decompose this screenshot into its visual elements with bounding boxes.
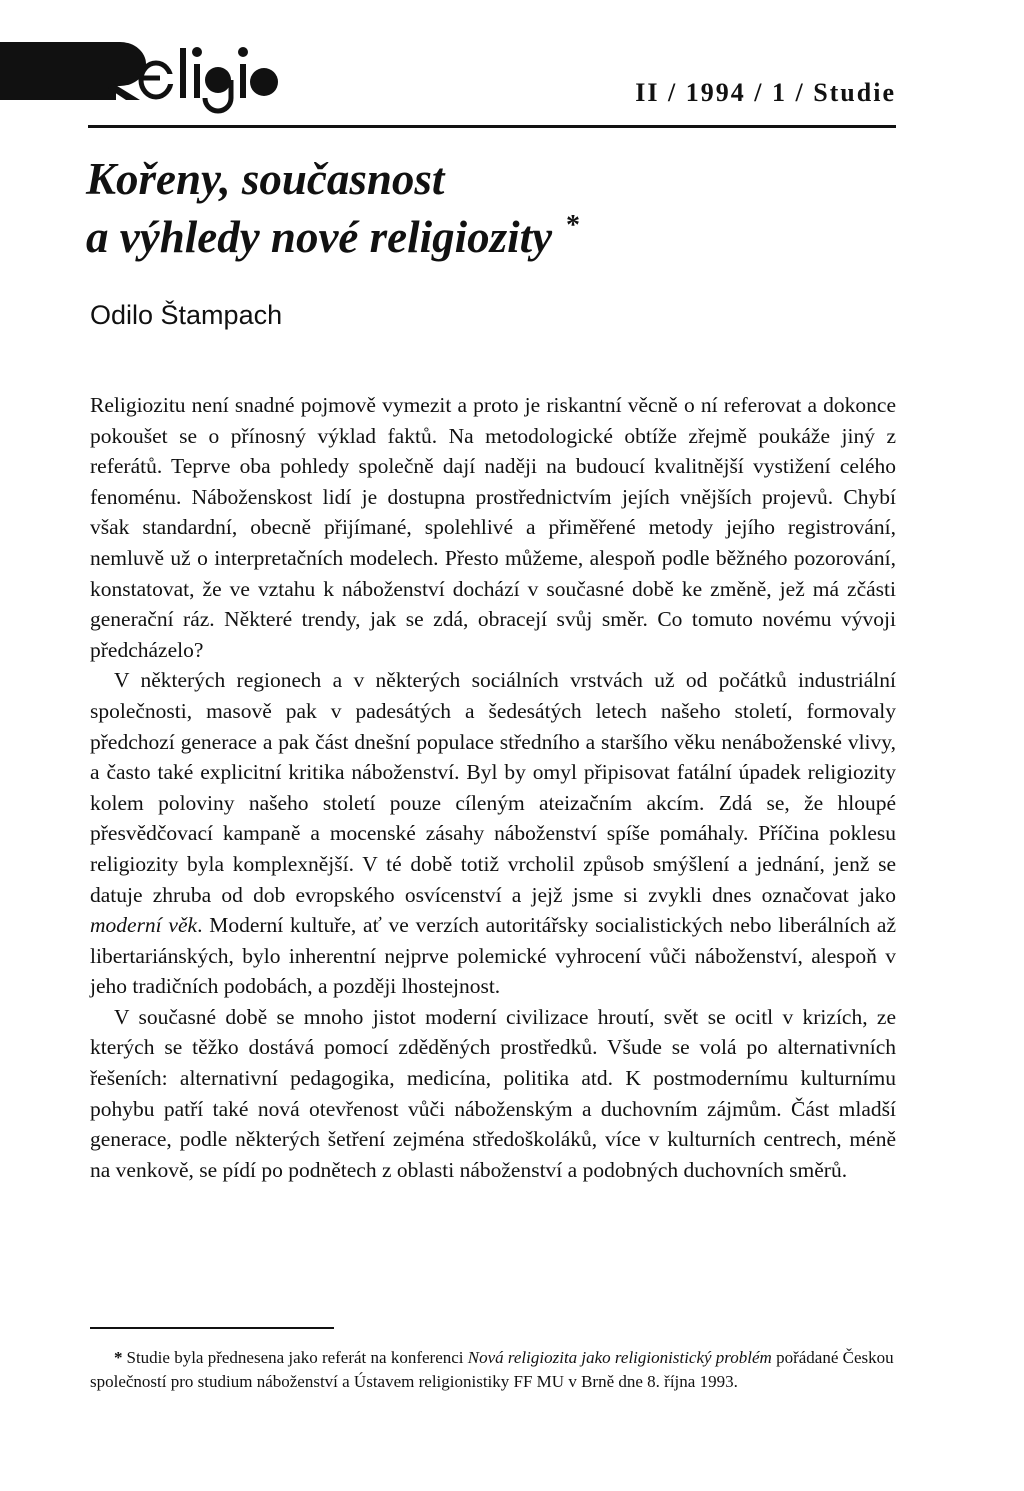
body-paragraph-2 xyxy=(90,665,896,1002)
title-footnote-marker: * xyxy=(566,210,580,241)
article-title xyxy=(86,150,552,266)
journal-logo xyxy=(0,40,300,124)
issue-label: II / 1994 / 1 / Studie xyxy=(635,78,896,107)
footnote-text-after: pořádané Českou společností pro studium náboženství a Ústavem religionistiky FF MU v Brně dne 8. října 1993. xyxy=(90,1348,894,1391)
title-line-2: a výhledy nové religiozity xyxy=(86,212,553,262)
paragraph-2-emphasis: moderní věk xyxy=(90,913,198,938)
paragraph-2-text-after: . Moderní kultuře, ať ve verzích autoritářsky socialistických nebo liberálních až libertariánských, bylo inherentní nejprve polemické vyhrocení vůči náboženství, alespoň v jeho tradičních podobách, a později lhostejnost. xyxy=(90,913,896,999)
body-paragraph-3: V současné době se mnoho jistot moderní civilizace hroutí, svět se ocitl v krizích, ze kterých se těžko dostává pomocí zděděných prostředků. Všude se volá po alternativních řešeních: alternativní pedagogika, medicína, politika atd. K postmodernímu kulturnímu pohybu patří také nová otevřenost vůči náboženským a duchovním zájmům. Část mladší generace, podle některých šetření zejména středoškoláků, více v kulturních centrech, méně na venkově, se pídí po podnětech z oblasti náboženství a podobných duchovních směrů. xyxy=(90,1004,896,1182)
paragraph-2-text-before: V některých regionech a v některých sociálních vrstvách už od počátků industriální společnosti, masově pak v padesátých a šedesátých letech našeho století, formovaly předchozí generace a pak část dnešní populace středního a staršího věku nenáboženské vlivy, a často také explicitní kritika náboženství. Byl by omyl připisovat fatální úpadek religiozity kolem poloviny našeho století pouze cíleným ateizačním akcím. Zdá se, že hloupé přesvědčovací kampaně a mocenské zásahy náboženství spíše pomáhaly. Příčina poklesu religiozity byla komplexnější. V té době totiž vrcholil způsob smýšlení a jednání, jenž se datuje zhruba od dob evropského osvícenství a jejž jsme si zvykli dnes označovat jako xyxy=(90,668,896,907)
footnote-divider xyxy=(90,1327,334,1329)
footnote-text-before: Studie byla přednesena jako referát na konferenci xyxy=(126,1348,468,1367)
footnote-marker: * xyxy=(114,1348,123,1367)
footnote-emphasis: Nová religiozita jako religionistický problém xyxy=(467,1348,772,1367)
footnote xyxy=(90,1346,896,1394)
header-divider xyxy=(88,125,896,128)
page-header xyxy=(0,40,1024,130)
article-body xyxy=(90,390,896,1185)
body-paragraph-1: Religiozitu není snadné pojmově vymezit a proto je riskantní věcně o ní referovat a dokonce pokoušet se o přínosný výklad faktů. Na metodologické obtíže zřejmě poukáže jiný z referátů. Teprve oba pohledy společně dají naději na budoucí kvalitnější vystižení celého fenoménu. Náboženskost lidí je dostupna prostřednictvím jejích vnějších projevů. Chybí však standardní, obecně přijímané, spolehlivé a přiměřené metody jejího registrování, nemluvě už o interpretačních modelech. Přesto můžeme, alespoň podle běžného pozorování, konstatovat, že ve vztahu k náboženství dochází v současné době ke změně, jež má zčásti generační ráz. Některé trendy, jak se zdá, obracejí svůj směr. Co tomuto novému vývoji předcházelo? xyxy=(90,393,896,662)
title-line-1: Kořeny, současnost xyxy=(86,154,445,204)
author-name: Odilo Štampach xyxy=(90,300,283,330)
